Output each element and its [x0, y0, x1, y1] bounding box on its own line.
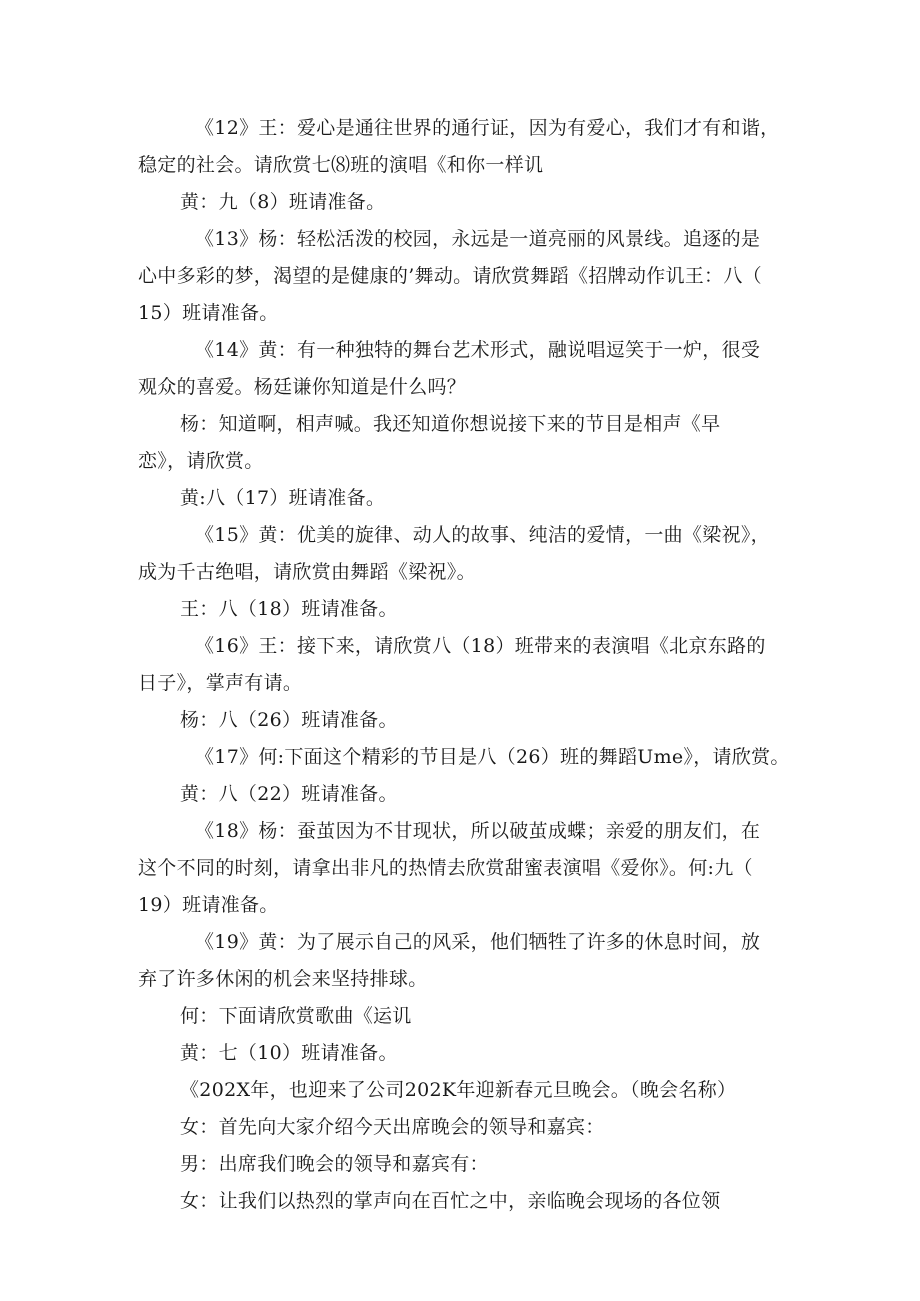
text-line: 女：让我们以热烈的掌声向在百忙之中，亲临晚会现场的各位领	[180, 1190, 721, 1212]
text-line: 杨：八（26）班请准备。	[180, 709, 398, 731]
text-line: 《12》王：爱心是通往世界的通行证，因为有爱心，我们才有和谐，	[195, 117, 780, 139]
text-line: 男：出席我们晚会的领导和嘉宾有：	[180, 1153, 489, 1175]
text-line: 黄:八（17）班请准备。	[180, 487, 386, 509]
text-line: 《16》王：接下来，请欣赏八（18）班带来的表演唱《北京东路的	[195, 635, 766, 657]
text-line: 《19》黄：为了展示自己的风采，他们牺牲了许多的休息时间，放	[195, 931, 761, 953]
text-line: 成为千古绝唱，请欣赏由舞蹈《梁祝》。	[138, 561, 476, 583]
text-line: 黄：九（8）班请准备。	[180, 191, 386, 213]
text-line: 《202X年，也迎来了公司202K年迎新春元旦晚会。（晚会名称）	[180, 1079, 737, 1101]
text-line: 《18》杨：蚕茧因为不甘现状，所以破茧成蝶；亲爱的朋友们，在	[195, 820, 761, 842]
text-line: 恋》，请欣赏。	[138, 450, 264, 472]
text-line: 何：下面请欣赏歌曲《运讥	[180, 1005, 412, 1027]
text-line: 15）班请准备。	[138, 302, 279, 324]
text-line: 这个不同的时刻，请拿出非凡的热情去欣赏甜蜜表演唱《爱你》。何:九（	[138, 857, 753, 879]
text-line: 稳定的社会。请欣赏七⑻班的演唱《和你一样讥	[138, 154, 544, 176]
text-line: 王：八（18）班请准备。	[180, 598, 398, 620]
text-line: 《13》杨：轻松活泼的校园，永远是一道亮丽的风景线。追逐的是	[195, 228, 761, 250]
text-line: 《14》黄：有一种独特的舞台艺术形式，融说唱逗笑于一炉，很受	[195, 339, 761, 361]
text-line: 《15》黄：优美的旋律、动人的故事、纯洁的爱情，一曲《梁祝》，	[195, 524, 770, 546]
text-line: 《17》何:下面这个精彩的节目是八（26）班的舞蹈Ume》，请欣赏。	[195, 746, 790, 768]
text-line: 观众的喜爱。杨廷谦你知道是什么吗？	[138, 376, 467, 398]
text-line: 心中多彩的梦，渴望的是健康的’舞动。请欣赏舞蹈《招牌动作讥王：八（	[138, 265, 762, 287]
text-line: 19）班请准备。	[138, 894, 279, 916]
text-line: 杨：知道啊，相声喊。我还知道你想说接下来的节目是相声《早	[180, 413, 721, 435]
text-line: 弃了许多休闲的机会来坚持排球。	[138, 968, 428, 990]
text-line: 日子》，掌声有请。	[138, 672, 303, 694]
text-line: 黄：八（22）班请准备。	[180, 783, 398, 805]
text-line: 女：首先向大家介绍今天出席晚会的领导和嘉宾：	[180, 1116, 605, 1138]
text-line: 黄：七（10）班请准备。	[180, 1042, 398, 1064]
